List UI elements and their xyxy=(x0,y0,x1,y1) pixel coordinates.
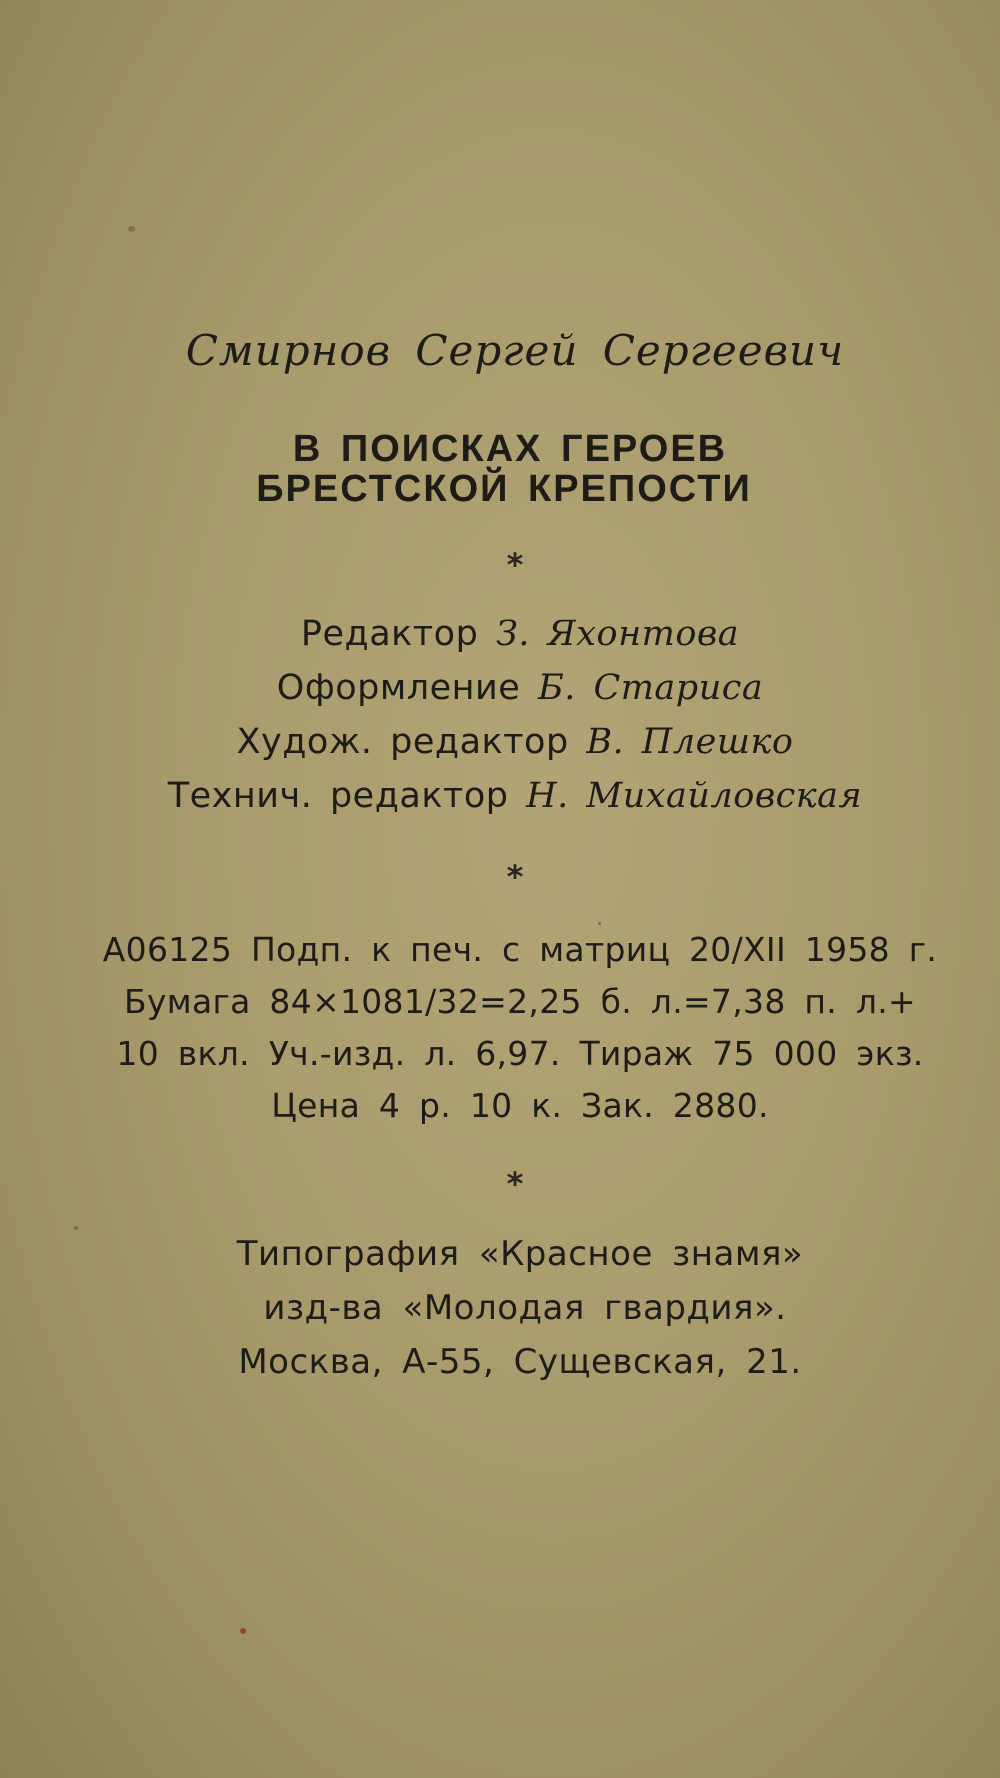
separator-asterisk: * xyxy=(506,858,524,896)
paper-speck xyxy=(128,226,135,232)
credit-role: Технич. редактор xyxy=(167,776,509,816)
paper-speck xyxy=(74,1226,78,1230)
printer-line: Типография «Красное знамя» xyxy=(236,1234,804,1274)
credit-role: Худож. редактор xyxy=(236,722,569,762)
book-title-line-2: БРЕСТСКОЙ КРЕПОСТИ xyxy=(256,468,752,510)
credit-person: Н. Михайловская xyxy=(526,776,863,816)
book-title-line-1: В ПОИСКАХ ГЕРОЕВ xyxy=(292,428,728,470)
credit-role: Редактор xyxy=(300,614,479,654)
printer-line: изд-ва «Молодая гвардия». xyxy=(263,1288,787,1328)
credit-person: В. Плешко xyxy=(586,722,794,762)
credit-design xyxy=(0,668,1000,708)
credit-person: Б. Стариса xyxy=(537,668,764,708)
printer-line: Москва, А-55, Сущевская, 21. xyxy=(238,1342,802,1382)
author-name: Смирнов Сергей Сергеевич xyxy=(185,326,845,375)
imprint-line: Цена 4 р. 10 к. Зак. 2880. xyxy=(271,1086,769,1125)
imprint-line: Бумага 84×1081/32=2,25 б. л.=7,38 п. л.+ xyxy=(123,982,916,1021)
credit-editor xyxy=(0,614,1000,654)
paper-speck xyxy=(240,1628,246,1634)
separator-asterisk: * xyxy=(506,1165,524,1203)
credit-person: З. Яхонтова xyxy=(495,614,740,654)
paper-speck xyxy=(598,922,601,925)
imprint-line: А06125 Подп. к печ. с матриц 20/XII 1958 г. xyxy=(102,930,938,969)
credit-tech-editor xyxy=(0,776,1000,816)
credit-role: Оформление xyxy=(276,668,521,708)
credit-art-editor xyxy=(0,722,1000,762)
separator-asterisk: * xyxy=(506,546,524,584)
imprint-line: 10 вкл. Уч.-изд. л. 6,97. Тираж 75 000 экз. xyxy=(116,1034,924,1073)
